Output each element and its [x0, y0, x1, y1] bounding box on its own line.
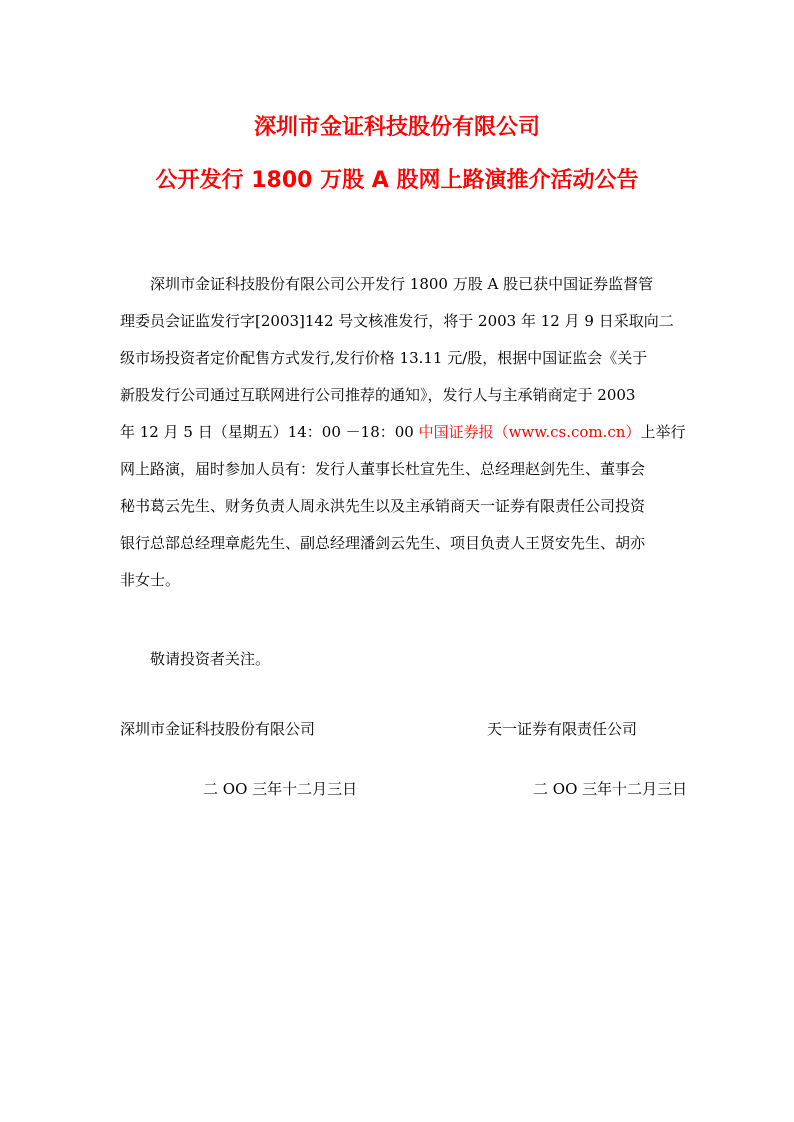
- body-line-4: 新股发行公司通过互联网进行公司推荐的通知》，发行人与主承销商定于 2003: [120, 386, 636, 404]
- body-line-9: 非女士。: [120, 571, 181, 589]
- newspaper-name: 中国证券报（www.cs.com.cn）: [418, 423, 641, 441]
- body-line-7: 秘书葛云先生、财务负责人周永洪先生以及主承销商天一证券有限责任公司投资: [120, 497, 646, 515]
- body-line-5-end: 上举行: [640, 423, 686, 441]
- body-line-8: 银行总部总经理章彪先生、副总经理潘剑云先生、项目负责人王贤安先生、胡亦: [120, 534, 646, 552]
- underwriter-signature: 天一证券有限责任公司: [487, 720, 638, 738]
- underwriter-date: 二 OO 三年十二月三日: [533, 780, 688, 798]
- document-title: 深圳市金证科技股份有限公司: [253, 115, 540, 140]
- issuer-signature: 深圳市金证科技股份有限公司: [120, 720, 316, 738]
- body-line-5: [120, 414, 686, 451]
- document-subtitle: 公开发行 1800 万股 A 股网上路演推介活动公告: [155, 168, 639, 193]
- issuer-date: 二 OO 三年十二月三日: [203, 780, 358, 798]
- body-line-3: 级市场投资者定价配售方式发行,发行价格 13.11 元/股，根据中国证监会《关于: [120, 349, 648, 367]
- announcement-body: [120, 266, 686, 599]
- body-line-1: 深圳市金证科技股份有限公司公开发行 1800 万股 A 股已获中国证券监督管: [150, 275, 654, 293]
- body-line-5-start: 年 12 月 5 日（星期五）14：00 －18：00: [120, 423, 419, 441]
- body-line-6: 网上路演，届时参加人员有：发行人董事长杜宣先生、总经理赵剑先生、董事会: [120, 460, 646, 478]
- body-line-2: 理委员会证监发行字[2003]142 号文核准发行，将于 2003 年 12 月 9 日采取向二: [120, 312, 674, 330]
- closing-remark: 敬请投资者关注。: [150, 650, 271, 668]
